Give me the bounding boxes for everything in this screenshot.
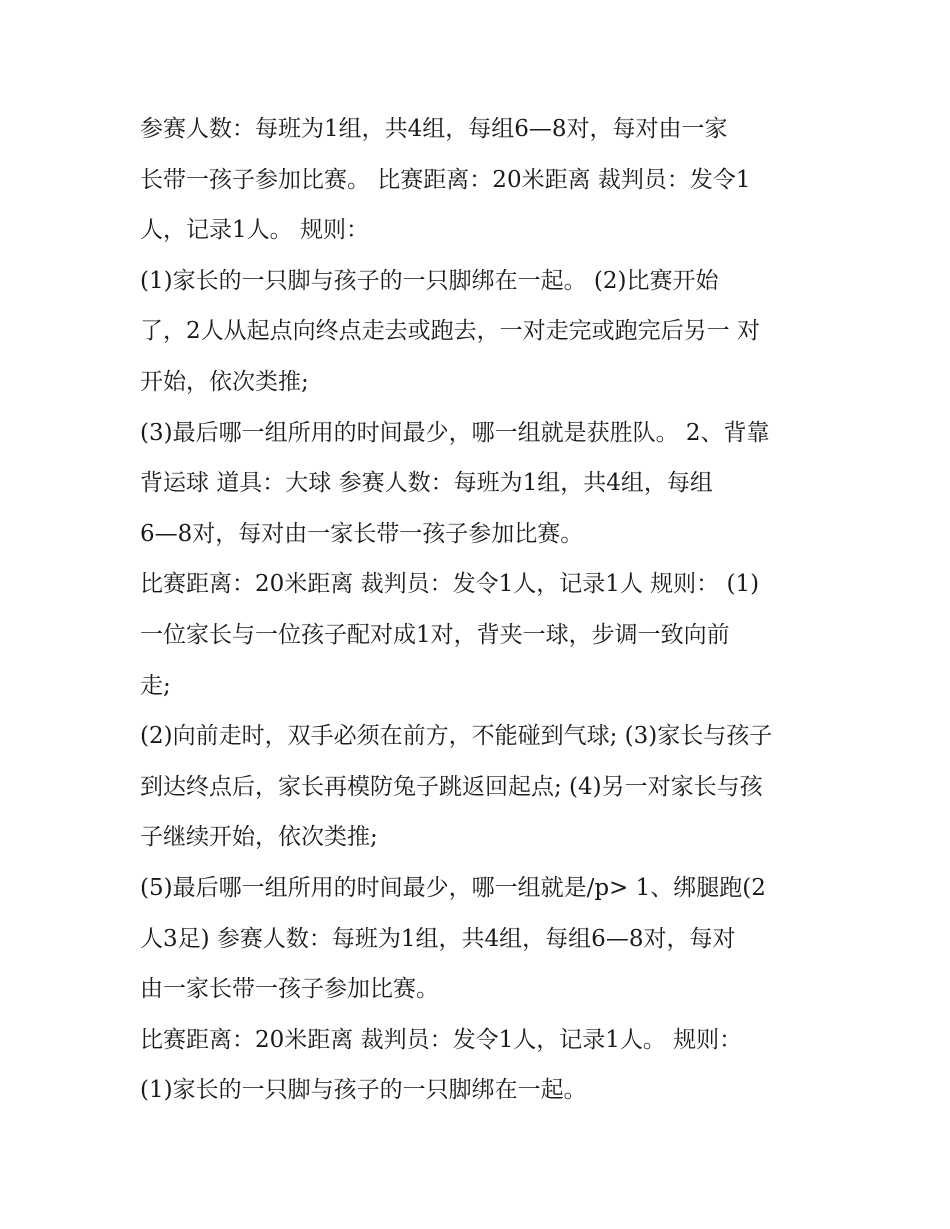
text-line: (2)向前走时，双手必须在前方，不能碰到气球; (3)家长与孩子 xyxy=(140,723,773,750)
paragraph-7 xyxy=(140,1015,812,1116)
text-line: (1)家长的一只脚与孩子的一只脚绑在一起。 xyxy=(140,1077,587,1104)
paragraph-3 xyxy=(140,408,812,560)
text-line: 人，记录1人。 规则： xyxy=(140,217,369,244)
document-body xyxy=(140,104,812,1116)
text-line: 了，2人从起点向终点走去或跑去，一对走完或跑完后另一 对 xyxy=(140,318,760,345)
text-line: 由一家长带一孩子参加比赛。 xyxy=(140,976,439,1003)
text-line: (3)最后哪一组所用的时间最少，哪一组就是获胜队。 2、背靠 xyxy=(140,419,770,446)
paragraph-6 xyxy=(140,863,812,1015)
text-line: 长带一孩子参加比赛。 比赛距离：20米距离 裁判员：发令1 xyxy=(140,166,751,193)
text-line: 到达终点后，家长再模防兔子跳返回起点; (4)另一对家长与孩 xyxy=(140,773,763,800)
paragraph-1 xyxy=(140,104,812,256)
text-line: (5)最后哪一组所用的时间最少，哪一组就是/p> 1、绑腿跑(2 xyxy=(140,874,766,901)
text-line: 背运球 道具：大球 参赛人数：每班为1组，共4组，每组 xyxy=(140,470,713,497)
text-line: 比赛距离：20米距离 裁判员：发令1人，记录1人 规则： (1) xyxy=(140,571,760,598)
paragraph-2 xyxy=(140,256,812,408)
text-line: 开始，依次类推; xyxy=(140,368,309,395)
text-line: 参赛人数：每班为1组，共4组，每组6—8对，每对由一家 xyxy=(140,116,728,142)
text-line: 比赛距离：20米距离 裁判员：发令1人，记录1人。 规则： xyxy=(140,1026,743,1053)
paragraph-5 xyxy=(140,711,812,863)
text-line: 走; xyxy=(140,672,171,699)
paragraph-4 xyxy=(140,559,812,711)
text-line: (1)家长的一只脚与孩子的一只脚绑在一起。 (2)比赛开始 xyxy=(140,267,719,294)
text-line: 一位家长与一位孩子配对成1对，背夹一球，步调一致向前 xyxy=(140,621,730,648)
text-line: 子继续开始，依次类推; xyxy=(140,824,378,851)
text-line: 6—8对，每对由一家长带一孩子参加比赛。 xyxy=(140,520,584,547)
text-line: 人3足) 参赛人数：每班为1组，共4组，每组6—8对，每对 xyxy=(140,925,736,952)
